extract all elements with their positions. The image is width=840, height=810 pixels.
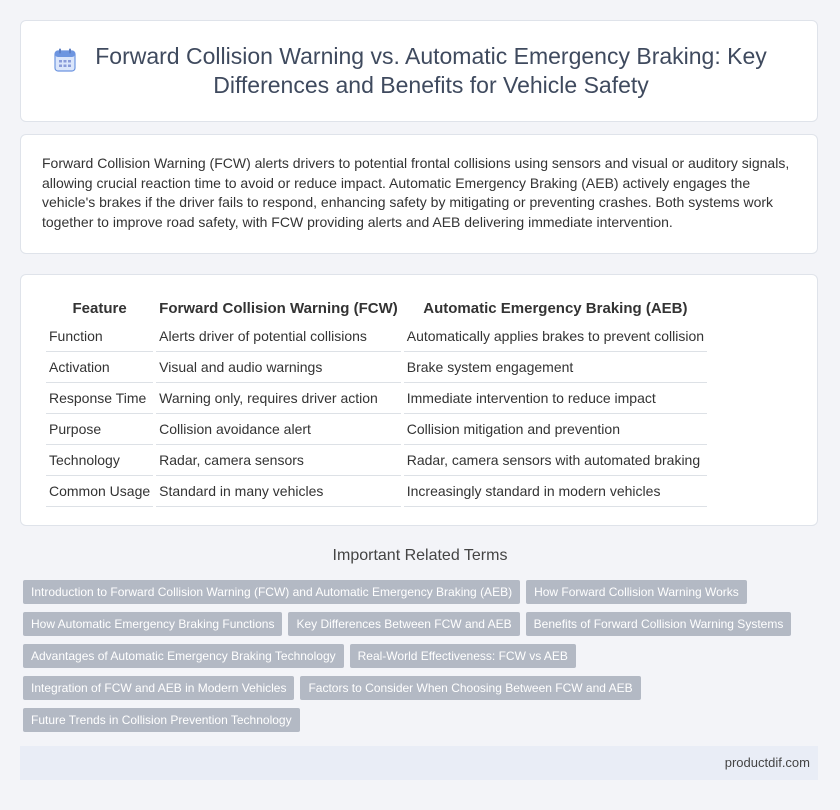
table-cell: Technology (46, 445, 153, 476)
related-term-link[interactable]: How Forward Collision Warning Works (526, 580, 747, 604)
table-cell: Warning only, requires driver action (156, 383, 401, 414)
comparison-table (43, 295, 710, 507)
related-term-link[interactable]: Introduction to Forward Collision Warning (FCW) and Automatic Emergency Braking (AEB) (23, 580, 520, 604)
table-cell: Common Usage (46, 476, 153, 507)
table-cell: Visual and audio warnings (156, 352, 401, 383)
related-terms-heading: Important Related Terms (332, 547, 508, 564)
column-header: Automatic Emergency Braking (AEB) (423, 299, 688, 317)
related-term-link[interactable]: Future Trends in Collision Prevention Technology (23, 708, 300, 732)
column-header: Forward Collision Warning (FCW) (159, 299, 398, 317)
table-cell: Collision avoidance alert (156, 414, 401, 445)
table-row (46, 445, 707, 476)
table-cell: Increasingly standard in modern vehicles (404, 476, 707, 507)
table-cell: Automatically applies brakes to prevent collision (404, 321, 707, 352)
related-term-link[interactable]: Factors to Consider When Choosing Between FCW and AEB (300, 676, 640, 700)
table-cell: Brake system engagement (404, 352, 707, 383)
comparison-card (20, 274, 818, 526)
table-cell: Function (46, 321, 153, 352)
table-cell: Alerts driver of potential collisions (156, 321, 401, 352)
header-card (20, 20, 818, 122)
related-term-link[interactable]: How Automatic Emergency Braking Functions (23, 612, 282, 636)
table-row (46, 352, 707, 383)
table-cell: Immediate intervention to reduce impact (404, 383, 707, 414)
related-term-link[interactable]: Integration of FCW and AEB in Modern Vehicles (23, 676, 294, 700)
intro-paragraph: Forward Collision Warning (FCW) alerts drivers to potential frontal collisions using sensors and visual or auditory signals, allowing crucial reaction time to avoid or reduce impact. Automatic Emergency Braking (AEB) actively engages the vehicle's brakes if the driver fails to respond, enhancing safety by mitigating or preventing crashes. Both systems work together to improve road safety, with FCW providing alerts and AEB delivering immediate intervention. (42, 155, 790, 230)
table-cell: Purpose (46, 414, 153, 445)
related-terms-list (23, 580, 813, 732)
table-row (46, 383, 707, 414)
related-term-link[interactable]: Advantages of Automatic Emergency Braking Technology (23, 644, 344, 668)
table-cell: Standard in many vehicles (156, 476, 401, 507)
page-title: Forward Collision Warning vs. Automatic Emergency Braking: Key Differences and Benefits for Vehicle Safety (95, 43, 767, 98)
table-row (46, 476, 707, 507)
table-cell: Response Time (46, 383, 153, 414)
table-cell: Collision mitigation and prevention (404, 414, 707, 445)
related-term-link[interactable]: Real-World Effectiveness: FCW vs AEB (350, 644, 576, 668)
calendar-icon (54, 48, 76, 72)
related-term-link[interactable]: Key Differences Between FCW and AEB (288, 612, 519, 636)
table-cell: Activation (46, 352, 153, 383)
table-cell: Radar, camera sensors with automated braking (404, 445, 707, 476)
table-cell: Radar, camera sensors (156, 445, 401, 476)
footer (20, 746, 818, 780)
table-row (46, 414, 707, 445)
table-header-row (46, 295, 707, 321)
related-term-link[interactable]: Benefits of Forward Collision Warning Systems (526, 612, 792, 636)
table-row (46, 321, 707, 352)
footer-site-link[interactable]: productdif.com (724, 755, 810, 770)
intro-card (20, 134, 818, 254)
column-header: Feature (72, 299, 127, 317)
